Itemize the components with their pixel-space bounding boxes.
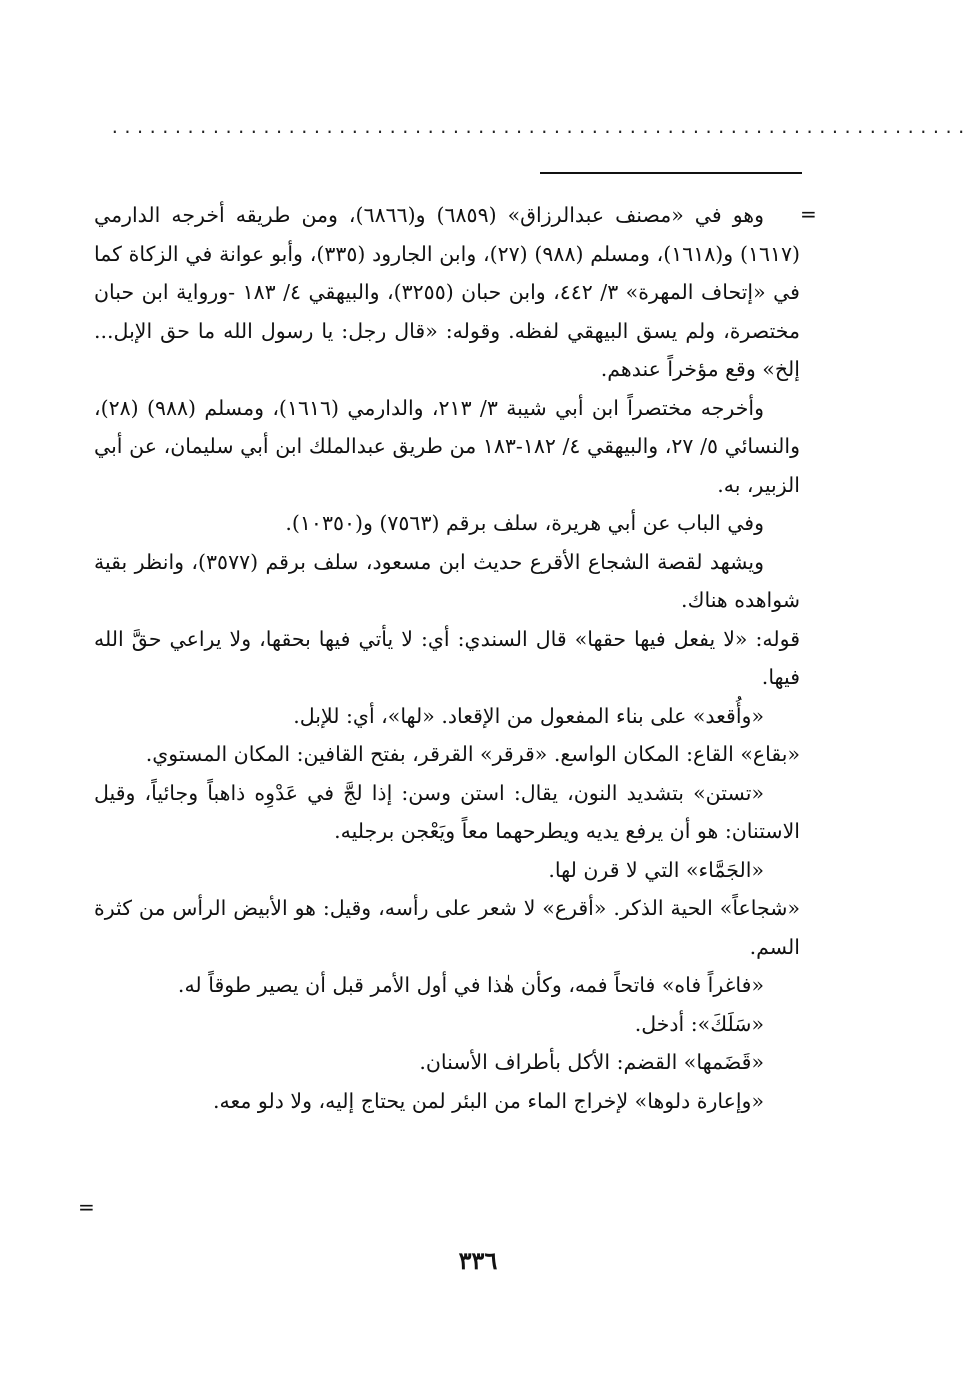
paragraph-sindi-comment: قوله: «لا يفعل فيها حقها» قال السندي: أي: لا يأتي فيها بحقها، ولا يراعي حقَّ الله فيها. xyxy=(94,626,800,689)
paragraph-tastann: «تستن» بتشديد النون، يقال: استن وسن: إذا لجَّ في عَدْوِه ذاهباً وجائياً، وقيل الاستنان: هو أن يرفع يديه ويطرحهما معاً ويَعْجن برجليه. xyxy=(94,780,800,843)
paragraph-iarat-dalw: «وإعارة دلوها» لإخراج الماء من البئر لمن يحتاج إليه، ولا دلو معه. xyxy=(213,1088,764,1113)
paragraph-uqida: «وأُقعد» على بناء المفعول من الإقعاد. «لها»، أي: للإبل. xyxy=(293,703,764,728)
paragraph-qadamaha: «قَضَمها» القضم: الأكل بأطراف الأسنان. xyxy=(419,1050,764,1074)
paragraph-supporting-hadith: ويشهد لقصة الشجاع الأقرع حديث ابن مسعود، سلف برقم (٣٥٧٧)، وانظر بقية شواهده هناك. xyxy=(94,549,800,612)
paragraph-sources: وهو في «مصنف عبدالرزاق» (٦٨٥٩) و(٦٨٦٦)، ومن طريقه أخرجه الدارمي (١٦١٧) و(١٦١٨)، ومسلم (٩٨٨) (٢٧)، وابن الجارود (٣٣٥)، وأبو عوانة في الزكاة كما في «إتحاف المهرة» ٣/ ٤٤٢، وابن حبان (٣٢٥٥)، والبيهقي ٤/ ١٨٣ -ورواية ابن حبان مختصرة، ولم يسق البيهقي لفظه. وقوله: «قال رجل: يا رسول الله ما حق الإبل... إلخ» وقع مؤخراً عندهم. xyxy=(94,203,801,381)
paragraph-jamma: «الجَمَّاء» التي لا قرن لها. xyxy=(548,857,764,882)
paragraph-qa: «بقاع» القاع: المكان الواسع. «قرقر» القرقر، بفتح القافين: المكان المستوي. xyxy=(145,742,800,766)
page-number: ٣٣٦ xyxy=(458,1246,498,1275)
separator-dots: .................................................................... xyxy=(110,118,969,137)
continuation-mark-bottom: = xyxy=(78,1195,95,1219)
continuation-mark-top: = xyxy=(800,202,817,226)
paragraph-faghiran: «فاغراً فاه» فاتحاً فمه، وكأن هٰذا في أول الأمر قبل أن يصير طوقاً له. xyxy=(177,973,764,997)
paragraph-abu-hurayra: وفي الباب عن أبي هريرة، سلف برقم (٧٥٦٣) و(١٠٣٥٠). xyxy=(285,511,764,535)
paragraph-abridged-sources: وأخرجه مختصراً ابن أبي شيبة ٣/ ٢١٣، والدارمي (١٦١٦)، ومسلم (٩٨٨) (٢٨)، والنسائي ٥/ ٢٧، والبيهقي ٤/ ١٨٢-١٨٣ من طريق عبدالملك ابن أبي سليمان، عن أبي الزبير، به. xyxy=(94,395,800,497)
footnote-separator-rule xyxy=(540,172,802,174)
footnote-text-block xyxy=(94,196,800,1120)
paragraph-salaka: «سَلَكَ»: أدخل. xyxy=(634,1011,764,1036)
paragraph-shuja: «شجاعاً» الحية الذكر. «أقرع» لا شعر على رأسه، وقيل: هو الأبيض الرأس من كثرة السم. xyxy=(94,896,800,959)
